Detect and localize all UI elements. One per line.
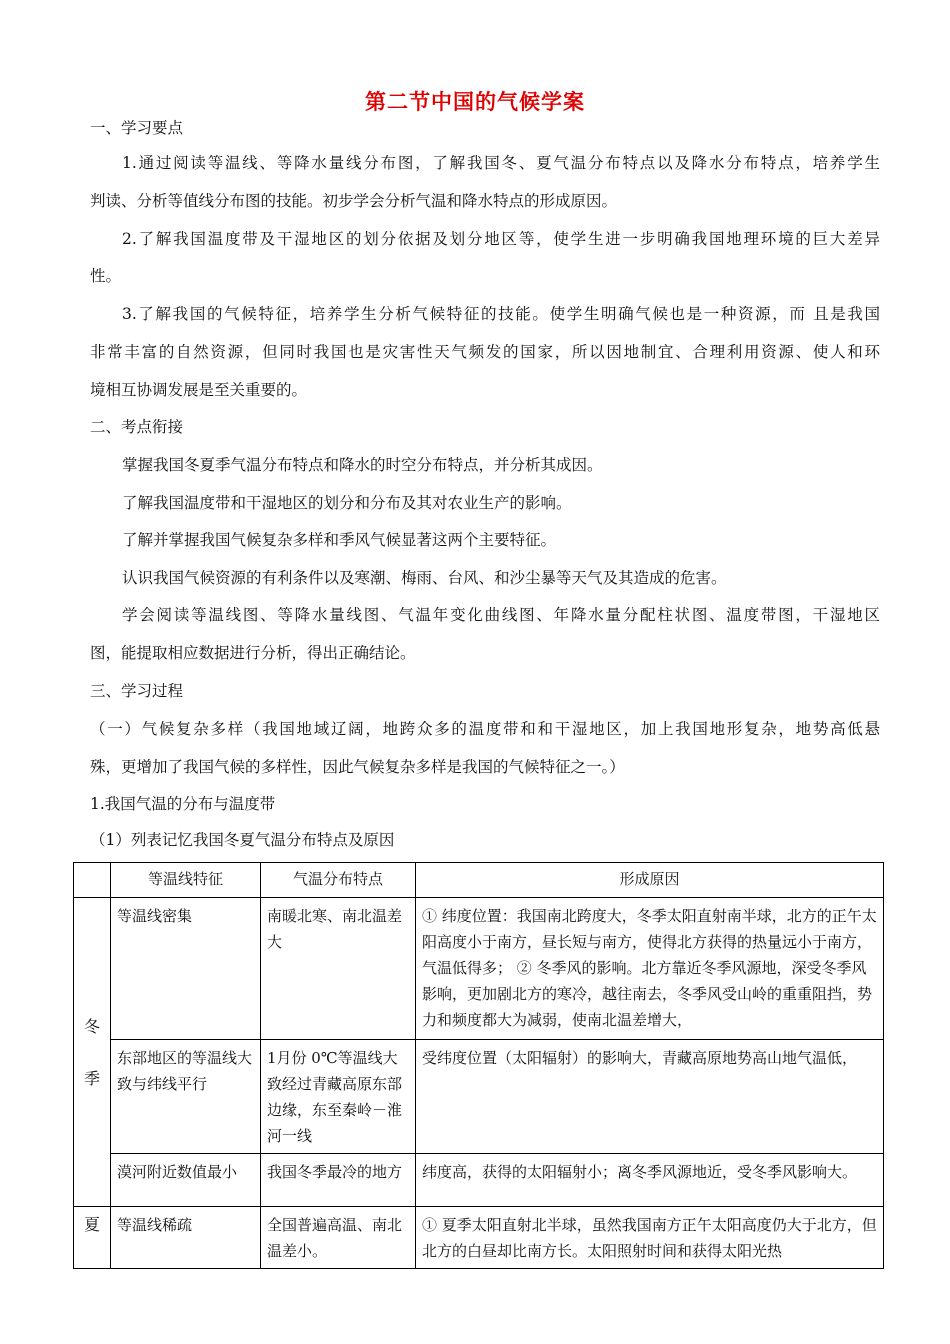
list-item: 了解并掌握我国气候复杂多样和季风气候显著这两个主要特征。 (122, 531, 557, 549)
season-label-winter: 冬 季 (74, 898, 111, 1207)
paragraph-line: 2.了解我国温度带及干湿地区的划分依据及划分地区等，使学生进一步明确我国地理环境的巨大差异 (122, 230, 880, 248)
subheading: 1.我国气温的分布与温度带 (90, 795, 276, 813)
table-cell: 漠河附近数值最小 (111, 1154, 261, 1207)
paragraph-line: 图，能提取相应数据进行分析，得出正确结论。 (90, 644, 416, 662)
table-cell: ① 夏季太阳直射北半球，虽然我国南方正午太阳高度仍大于北方，但北方的白昼却比南方长。太阳照射时间和获得太阳光热 (416, 1207, 884, 1269)
table-cell: 全国普遍高温、南北温差小。 (261, 1207, 416, 1269)
table-cell: 南暖北寒、南北温差大 (261, 898, 416, 1040)
paragraph-line: 性。 (90, 267, 122, 285)
table-cell: 等温线稀疏 (111, 1207, 261, 1269)
paragraph-line: 判读、分析等值线分布图的技能。初步学会分析气温和降水特点的形成原因。 (90, 192, 618, 210)
table-header-cell: 等温线特征 (111, 863, 261, 898)
table-row (74, 1154, 884, 1207)
season-label-summer: 夏 (74, 1207, 111, 1269)
table-cell: 东部地区的等温线大致与纬线平行 (111, 1040, 261, 1154)
paragraph-line: 境相互协调发展是至关重要的。 (90, 381, 308, 399)
table-cell: ① 纬度位置：我国南北跨度大，冬季太阳直射南半球，北方的正午太阳高度小于南方，昼长短与南方，使得北方获得的热量远小于南方，气温低得多； ② 冬季风的影响。北方靠近冬季风源地，深受冬季风影响，更加剧北方的寒冷，越往南去，冬季风受山岭的重重阻挡，势力和频度都大为减弱，使南北温差增大， (416, 898, 884, 1040)
section-heading-3: 三、学习过程 (90, 682, 184, 700)
climate-table (73, 862, 884, 1269)
list-item: 学会阅读等温线图、等降水量线图、气温年变化曲线图、年降水量分配柱状图、温度带图，干湿地区 (122, 606, 880, 624)
table-cell: 等温线密集 (111, 898, 261, 1040)
table-row (74, 898, 884, 1040)
table-header-cell (74, 863, 111, 898)
table-header-row (74, 863, 884, 898)
paragraph-line: （一）气候复杂多样（我国地域辽阔，地跨众多的温度带和和干湿地区，加上我国地形复杂，地势高低悬 (90, 720, 880, 738)
list-item: 了解我国温度带和干湿地区的划分和分布及其对农业生产的影响。 (122, 494, 572, 512)
table-row (74, 1207, 884, 1269)
table-cell: 受纬度位置（太阳辐射）的影响大，青藏高原地势高山地气温低， (416, 1040, 884, 1154)
list-item: 认识我国气候资源的有利条件以及寒潮、梅雨、台风、和沙尘暴等天气及其造成的危害。 (122, 569, 727, 587)
table-header-cell: 形成原因 (416, 863, 884, 898)
table-cell: 我国冬季最冷的地方 (261, 1154, 416, 1207)
table-cell: 纬度高，获得的太阳辐射小；离冬季风源地近，受冬季风影响大。 (416, 1154, 884, 1207)
section-heading-2: 二、考点衔接 (90, 418, 184, 436)
table-cell: 1月份 0℃等温线大致经过青藏高原东部边缘，东至秦岭－淮河一线 (261, 1040, 416, 1154)
subheading: （1）列表记忆我国冬夏气温分布特点及原因 (90, 831, 395, 849)
section-heading-1: 一、学习要点 (90, 119, 184, 137)
paragraph-line: 殊，更增加了我国气候的多样性，因此气候复杂多样是我国的气候特征之一。） (90, 758, 625, 776)
paragraph-line: 3.了解我国的气候特征，培养学生分析气候特征的技能。使学生明确气候也是一种资源，而 且是我国 (122, 305, 880, 323)
page-title: 第二节中国的气候学案 (365, 89, 585, 114)
table-row (74, 1040, 884, 1154)
paragraph-line: 非常丰富的自然资源，但同时我国也是灾害性天气频发的国家，所以因地制宜、合理利用资源、使人和环 (90, 343, 880, 361)
table-header-cell: 气温分布特点 (261, 863, 416, 898)
paragraph-line: 1.通过阅读等温线、等降水量线分布图，了解我国冬、夏气温分布特点以及降水分布特点，培养学生 (122, 154, 880, 172)
list-item: 掌握我国冬夏季气温分布特点和降水的时空分布特点，并分析其成因。 (122, 456, 603, 474)
